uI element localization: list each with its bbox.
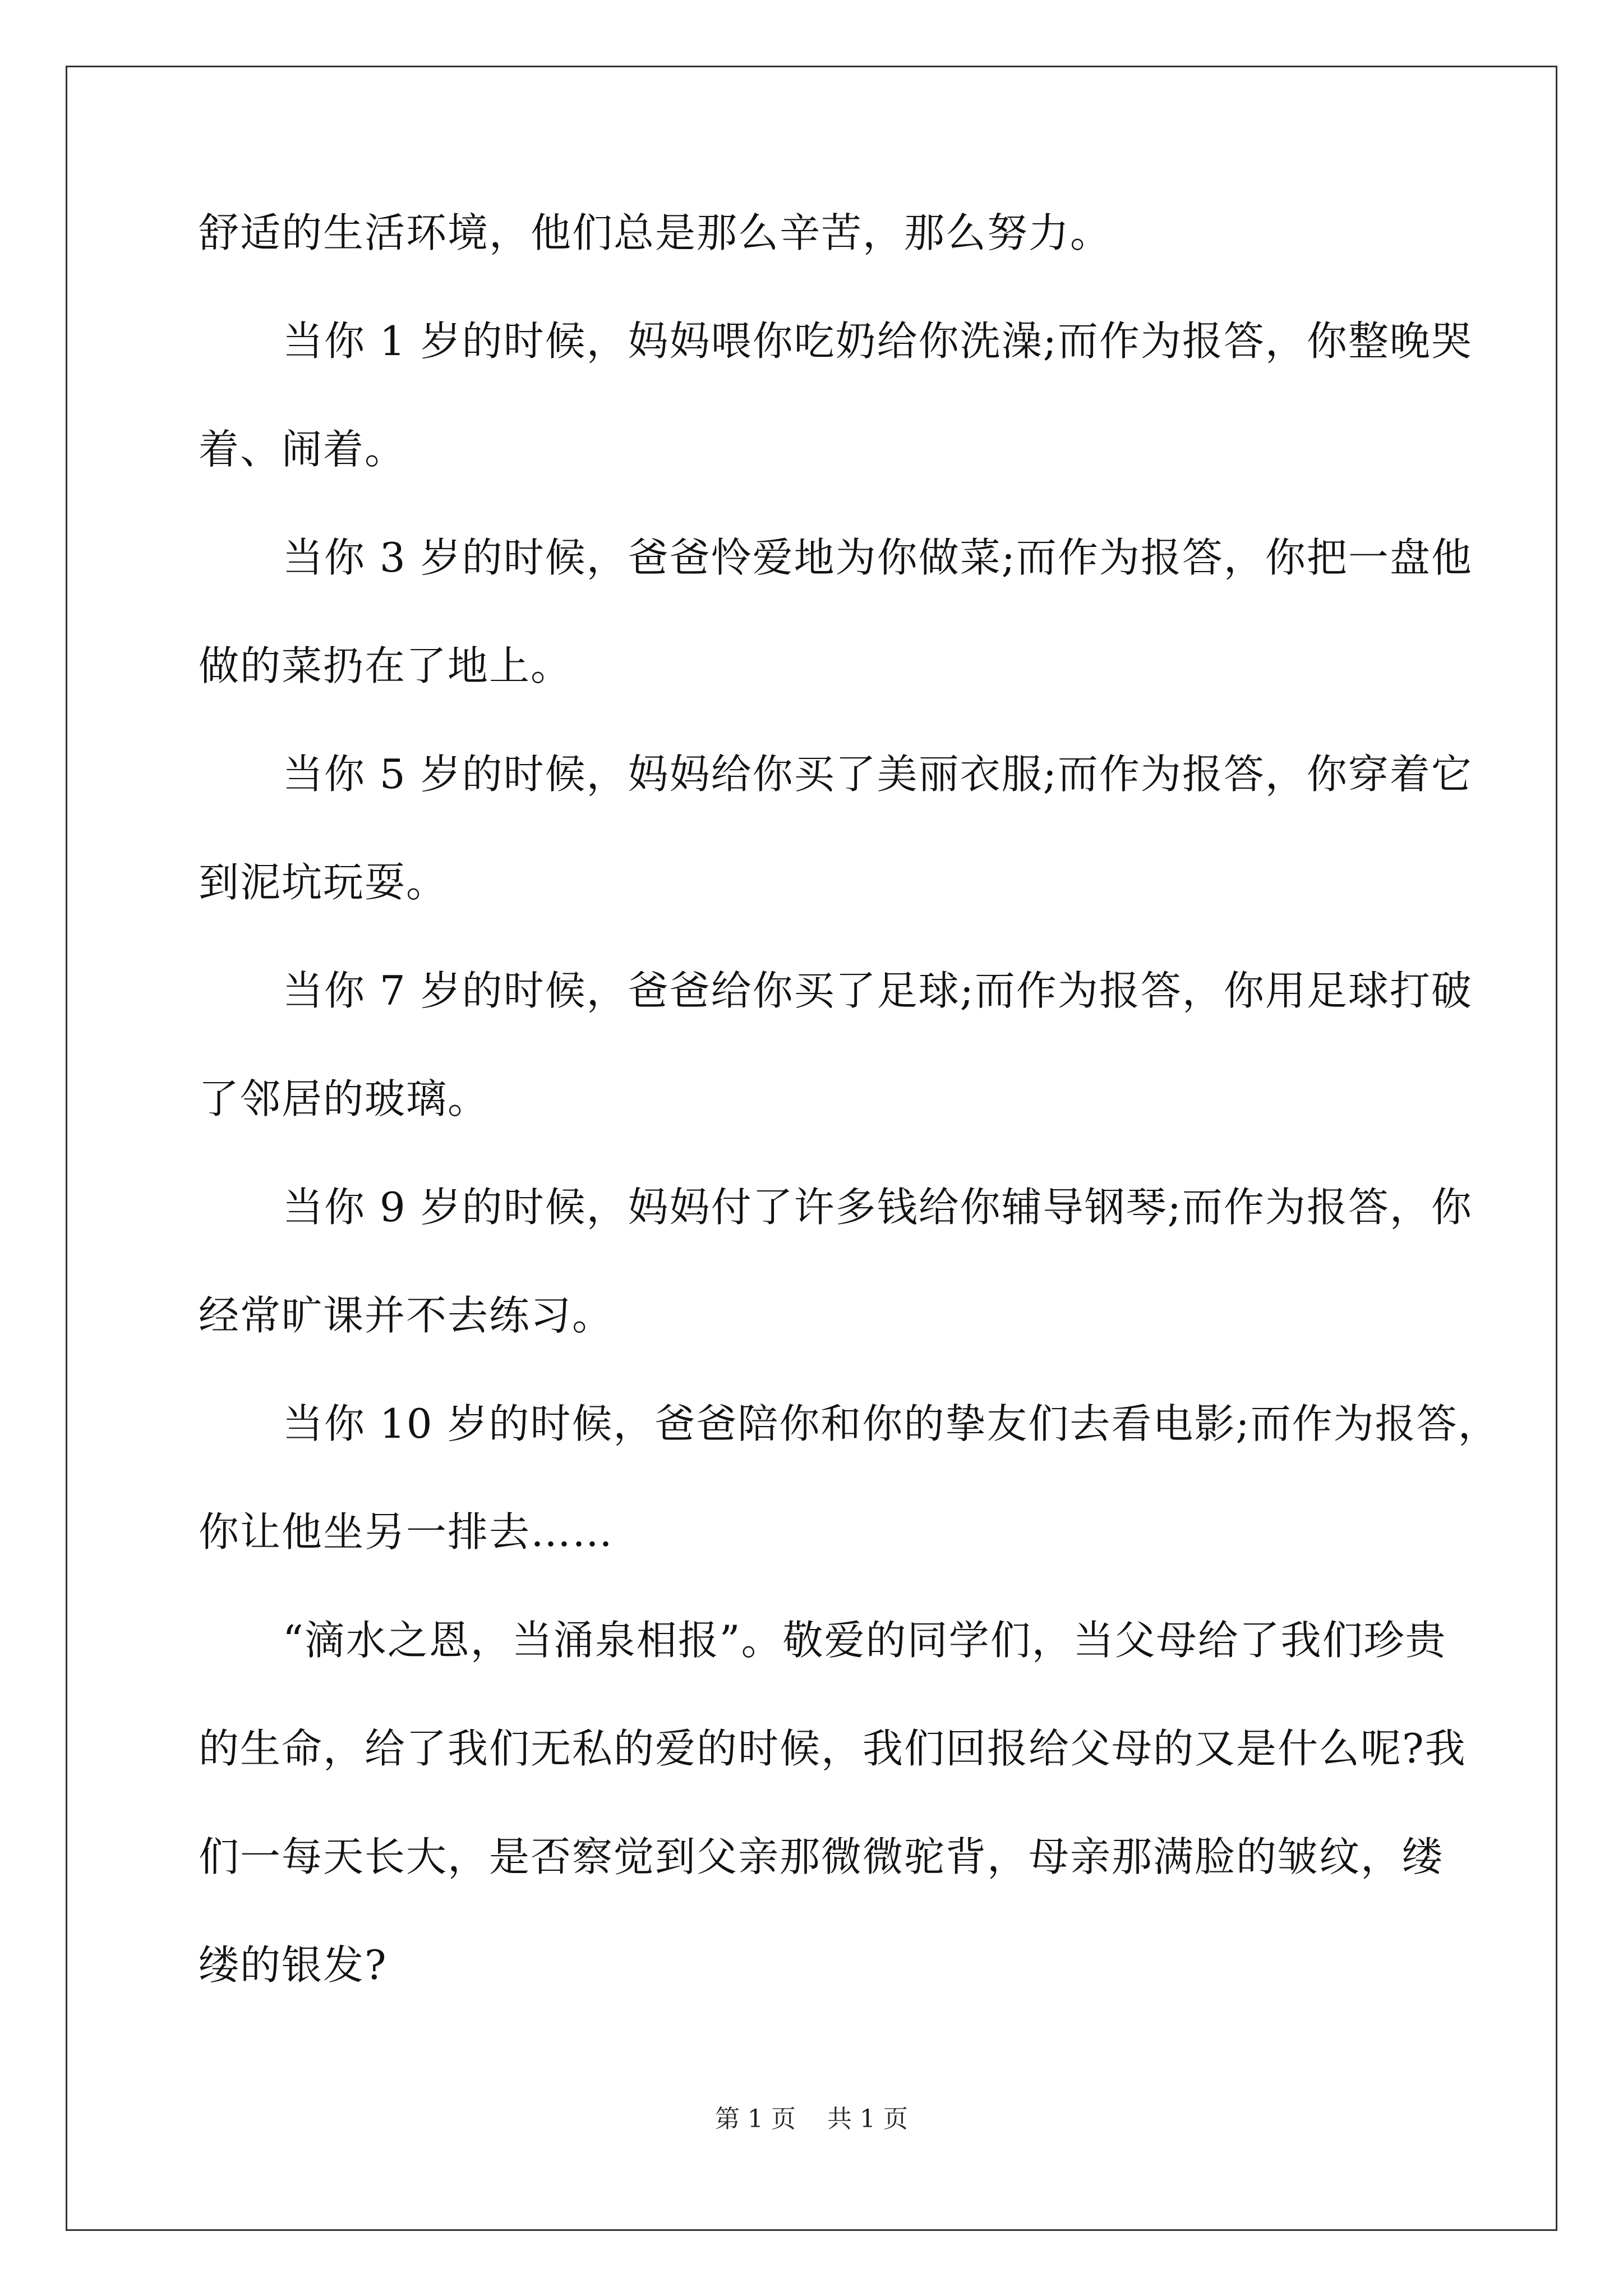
paragraph-line: 当你 3 岁的时候，爸爸怜爱地为你做菜;而作为报答，你把一盘他 xyxy=(283,534,1473,581)
page-border xyxy=(66,66,1557,2231)
text-line: 舒适的生活环境，他们总是那么辛苦，那么努力。 xyxy=(199,209,1112,256)
text-line: 了邻居的玻璃。 xyxy=(199,1075,490,1122)
text-line: 着、闹着。 xyxy=(199,426,407,473)
paragraph-line: “滴水之恩，当涌泉相报”。敬爱的同学们，当父母给了我们珍贵 xyxy=(283,1617,1447,1664)
text-line: 缕的银发? xyxy=(199,1941,388,1989)
paragraph-line: 当你 7 岁的时候，爸爸给你买了足球;而作为报答，你用足球打破 xyxy=(283,967,1473,1014)
text-line: 到泥坑玩耍。 xyxy=(199,859,448,906)
text-line: 们一每天长大，是否察觉到父亲那微微驼背，母亲那满脸的皱纹，缕 xyxy=(199,1833,1444,1880)
page-total: 共 1 页 xyxy=(827,2105,908,2133)
text-line: 做的菜扔在了地上。 xyxy=(199,642,573,689)
paragraph-line: 当你 5 岁的时候，妈妈给你买了美丽衣服;而作为报答，你穿着它 xyxy=(283,751,1473,798)
text-line: 经常旷课并不去练习。 xyxy=(199,1292,614,1339)
text-line: 的生命，给了我们无私的爱的时候，我们回报给父母的又是什么呢?我 xyxy=(199,1725,1467,1772)
page-number: 第 1 页 xyxy=(715,2105,796,2133)
text-line: 你让他坐另一排去…… xyxy=(199,1508,614,1556)
paragraph-line: 当你 1 岁的时候，妈妈喂你吃奶给你洗澡;而作为报答，你整晚哭 xyxy=(283,318,1473,365)
paragraph-line: 当你 10 岁的时候，爸爸陪你和你的挚友们去看电影;而作为报答， xyxy=(283,1400,1500,1447)
paragraph-line: 当你 9 岁的时候，妈妈付了许多钱给你辅导钢琴;而作为报答，你 xyxy=(283,1184,1473,1231)
page-footer xyxy=(0,2102,1623,2136)
